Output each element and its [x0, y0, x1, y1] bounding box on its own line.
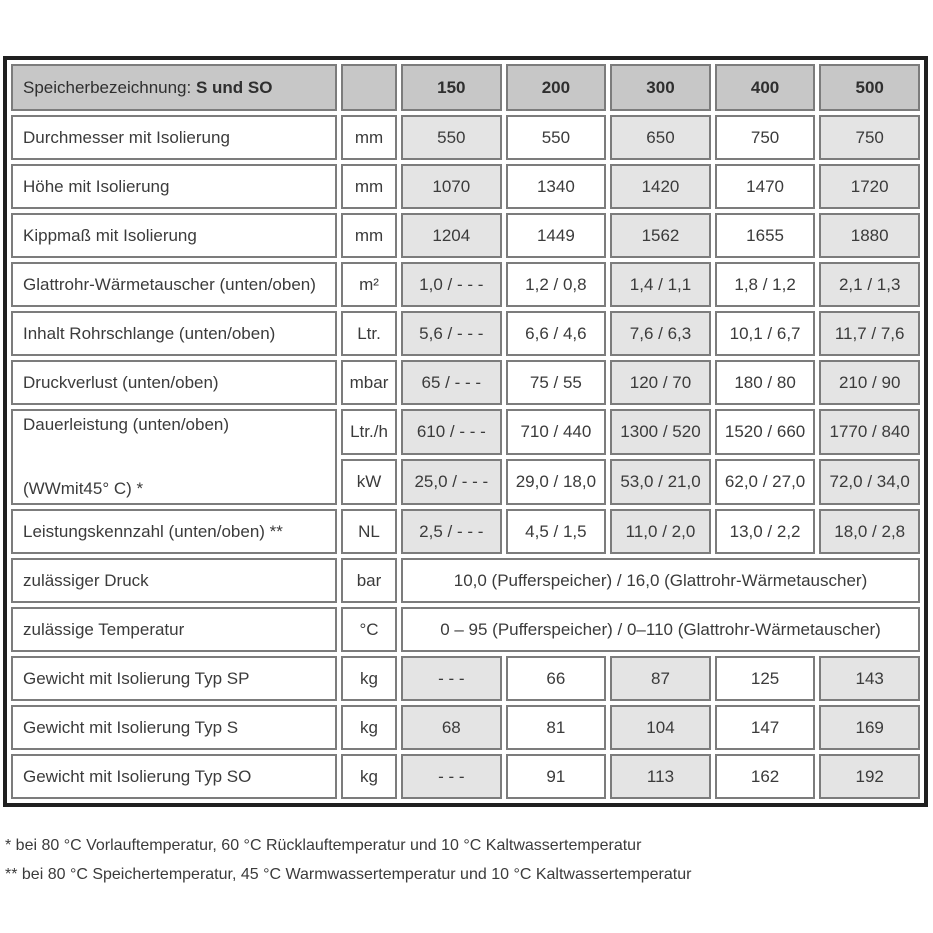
- row-label-dauerleistung: [11, 409, 337, 505]
- value-cell: 81: [506, 705, 607, 750]
- table-row-glattrohr: [11, 262, 920, 307]
- value-cell: 1,8 / 1,2: [715, 262, 816, 307]
- value-cell: 62,0 / 27,0: [715, 459, 816, 505]
- header-size-300: 300: [610, 64, 711, 111]
- span-value-cell: 10,0 (Pufferspeicher) / 16,0 (Glattrohr-Wärmetauscher): [401, 558, 920, 603]
- value-cell: 6,6 / 4,6: [506, 311, 607, 356]
- value-cell: 1,4 / 1,1: [610, 262, 711, 307]
- value-cell: 610 / - - -: [401, 409, 502, 455]
- value-cell: 72,0 / 34,0: [819, 459, 920, 505]
- unit-cell: mm: [341, 164, 397, 209]
- value-cell: 1449: [506, 213, 607, 258]
- value-cell: 650: [610, 115, 711, 160]
- unit-cell: mm: [341, 115, 397, 160]
- value-cell: 1720: [819, 164, 920, 209]
- value-cell: 1070: [401, 164, 502, 209]
- unit-cell: kW: [341, 459, 397, 505]
- spec-table: [3, 56, 928, 807]
- row-label: Inhalt Rohrschlange (unten/oben): [11, 311, 337, 356]
- unit-cell: mbar: [341, 360, 397, 405]
- unit-cell: m²: [341, 262, 397, 307]
- value-cell: 143: [819, 656, 920, 701]
- value-cell: 2,5 / - - -: [401, 509, 502, 554]
- value-cell: 29,0 / 18,0: [506, 459, 607, 505]
- value-cell: 87: [610, 656, 711, 701]
- value-cell: 25,0 / - - -: [401, 459, 502, 505]
- value-cell: 4,5 / 1,5: [506, 509, 607, 554]
- table-row-dauerleistung-ltrh: [11, 409, 920, 455]
- unit-cell: mm: [341, 213, 397, 258]
- header-size-150: 150: [401, 64, 502, 111]
- span-value-cell: 0 – 95 (Pufferspeicher) / 0–110 (Glattrohr-Wärmetauscher): [401, 607, 920, 652]
- header-size-400: 400: [715, 64, 816, 111]
- header-unit-cell: [341, 64, 397, 111]
- dauerleistung-line2: (WWmit45° C) *: [23, 479, 144, 498]
- table-row-inhalt: [11, 311, 920, 356]
- value-cell: 1520 / 660: [715, 409, 816, 455]
- value-cell: 1880: [819, 213, 920, 258]
- unit-cell: NL: [341, 509, 397, 554]
- value-cell: 113: [610, 754, 711, 799]
- value-cell: 5,6 / - - -: [401, 311, 502, 356]
- dauerleistung-line1: Dauerleistung (unten/oben): [23, 415, 230, 434]
- row-label: Gewicht mit Isolierung Typ S: [11, 705, 337, 750]
- footnote-single-asterisk: * bei 80 °C Vorlauftemperatur, 60 °C Rücklauftemperatur und 10 °C Kaltwassertemperatur: [5, 837, 642, 854]
- row-label: Druckverlust (unten/oben): [11, 360, 337, 405]
- value-cell: 550: [401, 115, 502, 160]
- value-cell: 68: [401, 705, 502, 750]
- value-cell: 91: [506, 754, 607, 799]
- row-label: Gewicht mit Isolierung Typ SO: [11, 754, 337, 799]
- unit-cell: °C: [341, 607, 397, 652]
- header-title-models: S und SO: [195, 77, 273, 97]
- table-header-row: [11, 64, 920, 111]
- unit-cell: kg: [341, 754, 397, 799]
- table-row-durchmesser: [11, 115, 920, 160]
- value-cell: 18,0 / 2,8: [819, 509, 920, 554]
- table-row-leistungskennzahl: [11, 509, 920, 554]
- value-cell: - - -: [401, 754, 502, 799]
- value-cell: 1562: [610, 213, 711, 258]
- value-cell: 1470: [715, 164, 816, 209]
- value-cell: 10,1 / 6,7: [715, 311, 816, 356]
- value-cell: 1,0 / - - -: [401, 262, 502, 307]
- footnote-double-asterisk: ** bei 80 °C Speichertemperatur, 45 °C Warmwassertemperatur und 10 °C Kaltwassertemperatur: [5, 866, 692, 883]
- value-cell: 1204: [401, 213, 502, 258]
- value-cell: 210 / 90: [819, 360, 920, 405]
- table-row-gewicht-so: [11, 754, 920, 799]
- table-row-zulaessiger-druck: [11, 558, 920, 603]
- row-label: Höhe mit Isolierung: [11, 164, 337, 209]
- value-cell: 1300 / 520: [610, 409, 711, 455]
- table-row-zulaessige-temperatur: [11, 607, 920, 652]
- value-cell: 192: [819, 754, 920, 799]
- header-title-cell: [11, 64, 337, 111]
- value-cell: 7,6 / 6,3: [610, 311, 711, 356]
- row-label: zulässiger Druck: [11, 558, 337, 603]
- value-cell: 53,0 / 21,0: [610, 459, 711, 505]
- value-cell: 180 / 80: [715, 360, 816, 405]
- value-cell: 75 / 55: [506, 360, 607, 405]
- value-cell: 65 / - - -: [401, 360, 502, 405]
- value-cell: 750: [819, 115, 920, 160]
- table-row-gewicht-sp: [11, 656, 920, 701]
- value-cell: 13,0 / 2,2: [715, 509, 816, 554]
- value-cell: 1,2 / 0,8: [506, 262, 607, 307]
- value-cell: 1770 / 840: [819, 409, 920, 455]
- value-cell: 147: [715, 705, 816, 750]
- unit-cell: kg: [341, 705, 397, 750]
- value-cell: 104: [610, 705, 711, 750]
- unit-cell: Ltr./h: [341, 409, 397, 455]
- value-cell: 750: [715, 115, 816, 160]
- header-size-200: 200: [506, 64, 607, 111]
- value-cell: 550: [506, 115, 607, 160]
- table-row-kippmass: [11, 213, 920, 258]
- unit-cell: kg: [341, 656, 397, 701]
- value-cell: 125: [715, 656, 816, 701]
- table-row-hoehe: [11, 164, 920, 209]
- row-label: Gewicht mit Isolierung Typ SP: [11, 656, 337, 701]
- unit-cell: Ltr.: [341, 311, 397, 356]
- value-cell: 11,7 / 7,6: [819, 311, 920, 356]
- value-cell: 120 / 70: [610, 360, 711, 405]
- row-label: Leistungskennzahl (unten/oben) **: [11, 509, 337, 554]
- value-cell: 1655: [715, 213, 816, 258]
- row-label: Durchmesser mit Isolierung: [11, 115, 337, 160]
- value-cell: 162: [715, 754, 816, 799]
- value-cell: 11,0 / 2,0: [610, 509, 711, 554]
- row-label: Glattrohr-Wärmetauscher (unten/oben): [11, 262, 337, 307]
- row-label: zulässige Temperatur: [11, 607, 337, 652]
- value-cell: 1340: [506, 164, 607, 209]
- value-cell: 1420: [610, 164, 711, 209]
- footnotes: [5, 837, 933, 884]
- value-cell: 2,1 / 1,3: [819, 262, 920, 307]
- value-cell: - - -: [401, 656, 502, 701]
- header-title-prefix: Speicherbezeichnung:: [23, 77, 192, 97]
- value-cell: 710 / 440: [506, 409, 607, 455]
- value-cell: 169: [819, 705, 920, 750]
- value-cell: 66: [506, 656, 607, 701]
- table-row-gewicht-s: [11, 705, 920, 750]
- table-row-druckverlust: [11, 360, 920, 405]
- unit-cell: bar: [341, 558, 397, 603]
- row-label: Kippmaß mit Isolierung: [11, 213, 337, 258]
- header-size-500: 500: [819, 64, 920, 111]
